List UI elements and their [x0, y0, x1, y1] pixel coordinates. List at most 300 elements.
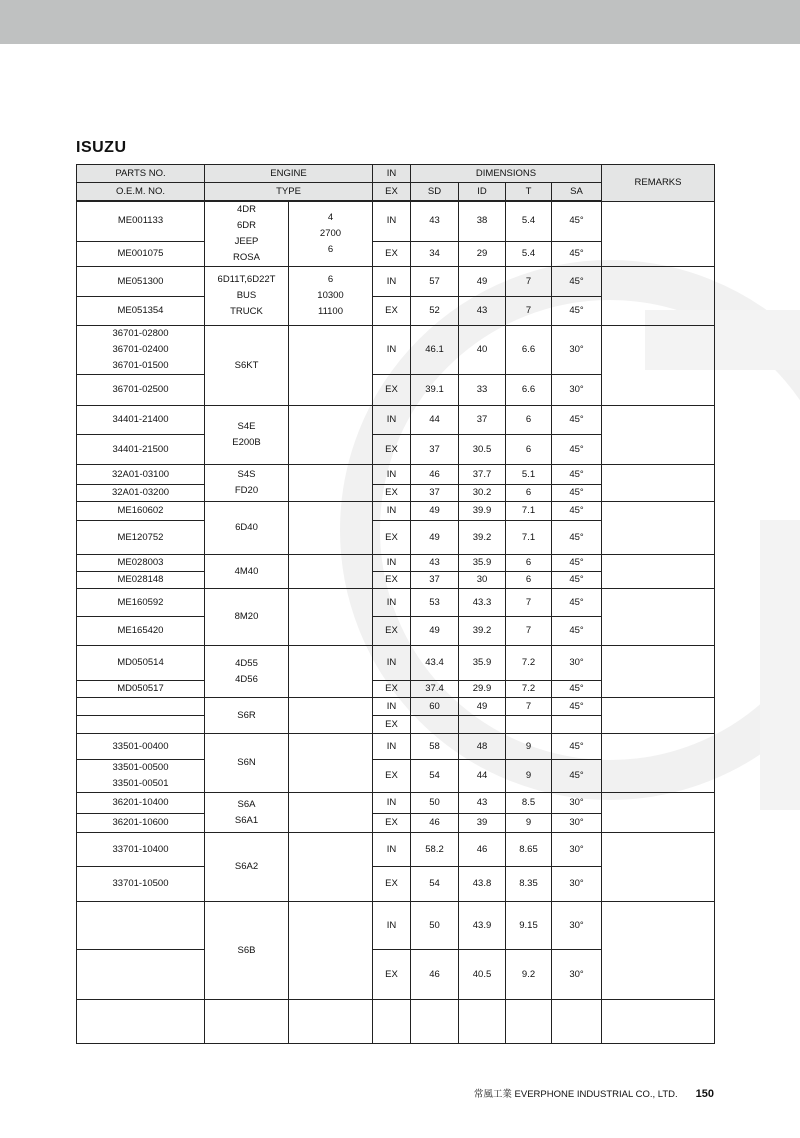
valve-parts-table — [76, 164, 715, 1044]
engine-name: TRUCK — [230, 306, 263, 317]
table-row — [77, 555, 715, 572]
page-number: 150 — [695, 1088, 714, 1100]
engine-cell — [205, 589, 289, 646]
table-row — [77, 465, 715, 485]
part-number: 34401-21500 — [112, 443, 169, 455]
engine-type-cell — [289, 201, 373, 267]
sa-cell: 45° — [552, 555, 602, 572]
remarks-cell — [602, 902, 715, 1000]
in-ex-cell: EX — [373, 681, 411, 698]
sd-cell: 39.1 — [411, 375, 459, 406]
engine-cell — [205, 267, 289, 326]
table-row — [77, 502, 715, 521]
sa-cell: 45° — [552, 435, 602, 465]
in-ex-cell: EX — [373, 814, 411, 833]
part-number-cell — [77, 646, 205, 681]
table-row — [77, 1000, 715, 1044]
sa-cell — [552, 1000, 602, 1044]
sa-cell: 30° — [552, 902, 602, 950]
id-cell: 39.2 — [459, 521, 506, 555]
part-number-cell — [77, 201, 205, 241]
t-cell: 6.6 — [506, 326, 552, 375]
sd-cell: 54 — [411, 867, 459, 902]
in-ex-cell: IN — [373, 465, 411, 485]
header-sa: SA — [552, 183, 602, 202]
table-row — [77, 326, 715, 375]
in-ex-cell: EX — [373, 375, 411, 406]
part-number-cell — [77, 297, 205, 326]
engine-type-value: 6 — [327, 244, 334, 255]
part-number-cell — [77, 267, 205, 297]
brand-title: ISUZU — [76, 139, 127, 156]
engine-name: 4D56 — [235, 673, 258, 685]
sa-cell: 45° — [552, 572, 602, 589]
in-ex-cell: EX — [373, 241, 411, 266]
table-row — [77, 902, 715, 950]
sd-cell — [411, 716, 459, 734]
sd-cell: 57 — [411, 267, 459, 297]
in-ex-cell: IN — [373, 589, 411, 617]
part-number: ME028148 — [117, 574, 164, 585]
sa-cell: 30° — [552, 646, 602, 681]
id-cell: 43.3 — [459, 589, 506, 617]
in-ex-cell: EX — [373, 435, 411, 465]
t-cell: 9 — [506, 734, 552, 760]
engine-name: 6D40 — [235, 522, 258, 533]
sd-cell — [411, 1000, 459, 1044]
part-number-cell — [77, 734, 205, 760]
engine-type-cell — [289, 589, 373, 646]
part-number: ME120752 — [117, 531, 164, 543]
sa-cell: 45° — [552, 617, 602, 646]
remarks-cell — [602, 589, 715, 646]
engine-cell — [205, 902, 289, 1000]
sa-cell: 30° — [552, 326, 602, 375]
part-number-cell — [77, 833, 205, 867]
t-cell: 7 — [506, 698, 552, 716]
sd-cell: 50 — [411, 902, 459, 950]
sd-cell: 37 — [411, 485, 459, 502]
id-cell: 30.2 — [459, 485, 506, 502]
engine-type-cell — [289, 646, 373, 698]
engine-type-cell — [289, 698, 373, 734]
engine-cell — [205, 734, 289, 793]
in-ex-cell: EX — [373, 572, 411, 589]
header-oem-no: O.E.M. NO. — [77, 183, 205, 202]
part-number: 36201-10400 — [112, 797, 169, 808]
engine-name: E200B — [232, 437, 261, 448]
sa-cell: 45° — [552, 241, 602, 266]
header-type: TYPE — [205, 183, 373, 202]
part-number-cell — [77, 502, 205, 521]
sd-cell: 58 — [411, 734, 459, 760]
id-cell: 38 — [459, 201, 506, 241]
t-cell: 7 — [506, 589, 552, 617]
engine-name: S4S — [237, 469, 256, 480]
t-cell: 6 — [506, 406, 552, 435]
part-number-cell — [77, 589, 205, 617]
part-number-cell — [77, 681, 205, 698]
engine-type-cell — [289, 833, 373, 902]
id-cell: 43.9 — [459, 902, 506, 950]
in-ex-cell: IN — [373, 267, 411, 297]
id-cell — [459, 716, 506, 734]
engine-type-cell — [289, 555, 373, 589]
engine-type-cell — [289, 406, 373, 465]
sd-cell: 37 — [411, 572, 459, 589]
t-cell: 9.2 — [506, 950, 552, 1000]
engine-name: 6DR — [236, 220, 256, 231]
part-number-cell — [77, 716, 205, 734]
in-ex-cell: EX — [373, 950, 411, 1000]
id-cell: 30.5 — [459, 435, 506, 465]
sd-cell: 54 — [411, 760, 459, 793]
engine-cell — [205, 201, 289, 267]
part-number: 32A01-03100 — [111, 468, 170, 480]
t-cell: 8.5 — [506, 793, 552, 814]
remarks-cell — [602, 793, 715, 833]
in-ex-cell: IN — [373, 833, 411, 867]
in-ex-cell: IN — [373, 201, 411, 241]
page-footer — [420, 1086, 714, 1100]
id-cell: 39.9 — [459, 502, 506, 521]
id-cell: 35.9 — [459, 646, 506, 681]
t-cell: 6 — [506, 485, 552, 502]
t-cell: 6.6 — [506, 375, 552, 406]
sd-cell: 37 — [411, 435, 459, 465]
sa-cell: 30° — [552, 950, 602, 1000]
sd-cell: 46 — [411, 950, 459, 1000]
t-cell: 7.2 — [506, 681, 552, 698]
t-cell: 9 — [506, 814, 552, 833]
part-number: ME160592 — [117, 596, 164, 608]
header-dimensions: DIMENSIONS — [411, 165, 602, 183]
part-number-cell — [77, 241, 205, 266]
part-number: 33701-10400 — [112, 843, 169, 855]
table-row — [77, 589, 715, 617]
sd-cell: 43 — [411, 201, 459, 241]
part-number: 36701-02400 — [112, 344, 169, 355]
in-ex-cell: EX — [373, 485, 411, 502]
t-cell: 7.1 — [506, 521, 552, 555]
header-id: ID — [459, 183, 506, 202]
id-cell: 43 — [459, 297, 506, 326]
part-number: 33501-00400 — [112, 740, 169, 752]
engine-name: S6A2 — [234, 861, 259, 872]
engine-cell — [205, 465, 289, 502]
header-ex: EX — [373, 183, 411, 202]
table-row — [77, 793, 715, 814]
engine-cell — [205, 1000, 289, 1044]
engine-cell — [205, 326, 289, 406]
part-number: ME051300 — [117, 275, 164, 287]
table-header — [77, 165, 715, 202]
sa-cell: 30° — [552, 375, 602, 406]
remarks-cell — [602, 555, 715, 589]
engine-type-cell — [289, 502, 373, 555]
sd-cell: 58.2 — [411, 833, 459, 867]
engine-cell — [205, 698, 289, 734]
sa-cell: 30° — [552, 814, 602, 833]
t-cell: 6 — [506, 435, 552, 465]
remarks-cell — [602, 201, 715, 267]
engine-name: 4D55 — [235, 657, 258, 669]
sd-cell: 43 — [411, 555, 459, 572]
t-cell: 7 — [506, 617, 552, 646]
t-cell — [506, 1000, 552, 1044]
id-cell: 39 — [459, 814, 506, 833]
in-ex-cell: EX — [373, 297, 411, 326]
engine-name: S4E — [237, 421, 256, 432]
part-number-cell — [77, 867, 205, 902]
sa-cell — [552, 716, 602, 734]
remarks-cell — [602, 698, 715, 734]
sd-cell: 44 — [411, 406, 459, 435]
sa-cell: 45° — [552, 465, 602, 485]
t-cell: 5.4 — [506, 201, 552, 241]
part-number: ME028003 — [117, 557, 164, 568]
header-in: IN — [373, 165, 411, 183]
id-cell: 46 — [459, 833, 506, 867]
engine-name: 4M40 — [234, 565, 259, 577]
part-number: 33501-00500 — [112, 762, 169, 773]
engine-name: S6KT — [234, 359, 259, 371]
sa-cell: 45° — [552, 698, 602, 716]
sd-cell: 53 — [411, 589, 459, 617]
id-cell: 49 — [459, 267, 506, 297]
in-ex-cell: IN — [373, 555, 411, 572]
table-row — [77, 267, 715, 297]
id-cell: 40.5 — [459, 950, 506, 1000]
in-ex-cell: EX — [373, 716, 411, 734]
part-number-cell — [77, 617, 205, 646]
sd-cell: 49 — [411, 502, 459, 521]
engine-name: JEEP — [234, 236, 259, 247]
sd-cell: 46 — [411, 465, 459, 485]
engine-name: BUS — [236, 290, 257, 301]
engine-type-value: 10300 — [317, 290, 344, 301]
t-cell — [506, 716, 552, 734]
remarks-cell — [602, 326, 715, 406]
engine-name: 4DR — [236, 204, 256, 215]
remarks-cell — [602, 1000, 715, 1044]
table-row — [77, 734, 715, 760]
id-cell: 37 — [459, 406, 506, 435]
sa-cell: 45° — [552, 521, 602, 555]
id-cell — [459, 1000, 506, 1044]
in-ex-cell: IN — [373, 734, 411, 760]
engine-cell — [205, 502, 289, 555]
engine-type-cell — [289, 326, 373, 406]
t-cell: 7 — [506, 297, 552, 326]
engine-name: S6A1 — [234, 814, 259, 826]
t-cell: 8.65 — [506, 833, 552, 867]
id-cell: 44 — [459, 760, 506, 793]
id-cell: 30 — [459, 572, 506, 589]
top-banner — [0, 0, 800, 44]
part-number: 36701-01500 — [112, 360, 169, 371]
table-row — [77, 646, 715, 681]
in-ex-cell: IN — [373, 406, 411, 435]
in-ex-cell — [373, 1000, 411, 1044]
remarks-cell — [602, 267, 715, 326]
header-parts-no: PARTS NO. — [77, 165, 205, 183]
part-number: ME001133 — [117, 215, 164, 227]
t-cell: 8.35 — [506, 867, 552, 902]
in-ex-cell: IN — [373, 902, 411, 950]
in-ex-cell: IN — [373, 698, 411, 716]
part-number-cell — [77, 760, 205, 793]
t-cell: 5.4 — [506, 241, 552, 266]
engine-type-value: 4 — [327, 212, 334, 223]
sa-cell: 45° — [552, 297, 602, 326]
sa-cell: 45° — [552, 406, 602, 435]
engine-cell — [205, 555, 289, 589]
remarks-cell — [602, 734, 715, 793]
sa-cell: 30° — [552, 833, 602, 867]
part-number: ME001075 — [117, 247, 164, 259]
header-remarks: REMARKS — [602, 165, 715, 202]
in-ex-cell: EX — [373, 521, 411, 555]
sd-cell: 46 — [411, 814, 459, 833]
engine-name: S6A — [237, 798, 256, 810]
engine-type-cell — [289, 465, 373, 502]
engine-name: FD20 — [234, 485, 259, 496]
engine-cell — [205, 406, 289, 465]
sa-cell: 45° — [552, 760, 602, 793]
remarks-cell — [602, 833, 715, 902]
part-number: 33701-10500 — [112, 878, 169, 889]
sd-cell: 52 — [411, 297, 459, 326]
id-cell: 37.7 — [459, 465, 506, 485]
sd-cell: 43.4 — [411, 646, 459, 681]
sd-cell: 49 — [411, 521, 459, 555]
engine-cell — [205, 793, 289, 833]
engine-type-cell — [289, 267, 373, 326]
header-t: T — [506, 183, 552, 202]
part-number-cell — [77, 435, 205, 465]
part-number-cell — [77, 698, 205, 716]
id-cell: 33 — [459, 375, 506, 406]
remarks-cell — [602, 406, 715, 465]
t-cell: 5.1 — [506, 465, 552, 485]
id-cell: 35.9 — [459, 555, 506, 572]
sa-cell: 30° — [552, 867, 602, 902]
sd-cell: 34 — [411, 241, 459, 266]
part-number-cell — [77, 326, 205, 375]
id-cell: 43.8 — [459, 867, 506, 902]
engine-cell — [205, 646, 289, 698]
sa-cell: 45° — [552, 485, 602, 502]
in-ex-cell: IN — [373, 326, 411, 375]
remarks-cell — [602, 465, 715, 502]
id-cell: 29.9 — [459, 681, 506, 698]
in-ex-cell: IN — [373, 793, 411, 814]
sd-cell: 37.4 — [411, 681, 459, 698]
part-number-cell — [77, 485, 205, 502]
in-ex-cell: IN — [373, 502, 411, 521]
t-cell: 9 — [506, 760, 552, 793]
table-row — [77, 833, 715, 867]
t-cell: 7.2 — [506, 646, 552, 681]
part-number: 34401-21400 — [112, 414, 169, 425]
part-number-cell — [77, 555, 205, 572]
part-number-cell — [77, 793, 205, 814]
engine-name: 6D11T,6D22T — [217, 274, 276, 285]
sa-cell: 45° — [552, 589, 602, 617]
part-number: 36701-02800 — [112, 328, 169, 339]
part-number: ME051354 — [117, 305, 164, 316]
engine-type-value: 11100 — [317, 306, 343, 317]
id-cell: 48 — [459, 734, 506, 760]
t-cell: 7 — [506, 267, 552, 297]
id-cell: 40 — [459, 326, 506, 375]
sa-cell: 45° — [552, 681, 602, 698]
in-ex-cell: EX — [373, 760, 411, 793]
part-number: ME165420 — [117, 625, 164, 636]
id-cell: 29 — [459, 241, 506, 266]
sa-cell: 45° — [552, 734, 602, 760]
engine-name: S6R — [237, 709, 256, 721]
remarks-cell — [602, 646, 715, 698]
engine-type-cell — [289, 902, 373, 1000]
part-number: ME160602 — [117, 505, 164, 516]
header-sd: SD — [411, 183, 459, 202]
engine-type-value: 6 — [327, 274, 334, 285]
sa-cell: 45° — [552, 201, 602, 241]
engine-name: ROSA — [233, 252, 260, 263]
table-row — [77, 406, 715, 435]
company-name: 常風工業 EVERPHONE INDUSTRIAL CO., LTD. — [473, 1089, 678, 1100]
sd-cell: 60 — [411, 698, 459, 716]
sd-cell: 49 — [411, 617, 459, 646]
engine-name: 8M20 — [234, 611, 259, 622]
sa-cell: 45° — [552, 502, 602, 521]
part-number: MD050517 — [117, 683, 164, 694]
part-number-cell — [77, 902, 205, 950]
part-number-cell — [77, 572, 205, 589]
table-row — [77, 201, 715, 241]
header-engine: ENGINE — [205, 165, 373, 183]
part-number: 33501-00501 — [112, 778, 169, 789]
part-number-cell — [77, 1000, 205, 1044]
in-ex-cell: IN — [373, 646, 411, 681]
t-cell: 9.15 — [506, 902, 552, 950]
sa-cell: 30° — [552, 793, 602, 814]
part-number: 32A01-03200 — [111, 487, 170, 498]
part-number: 36201-10600 — [112, 817, 169, 828]
t-cell: 6 — [506, 555, 552, 572]
part-number-cell — [77, 375, 205, 406]
id-cell: 39.2 — [459, 617, 506, 646]
sd-cell: 46.1 — [411, 326, 459, 375]
engine-type-cell — [289, 793, 373, 833]
engine-type-value: 2700 — [319, 228, 342, 239]
t-cell: 7.1 — [506, 502, 552, 521]
engine-name: S6B — [237, 944, 256, 956]
part-number-cell — [77, 950, 205, 1000]
part-number-cell — [77, 521, 205, 555]
part-number-cell — [77, 814, 205, 833]
t-cell: 6 — [506, 572, 552, 589]
part-number: 36701-02500 — [112, 384, 169, 395]
in-ex-cell: EX — [373, 617, 411, 646]
table-row — [77, 698, 715, 716]
part-number: MD050514 — [117, 657, 164, 668]
sa-cell: 45° — [552, 267, 602, 297]
id-cell: 43 — [459, 793, 506, 814]
in-ex-cell: EX — [373, 867, 411, 902]
